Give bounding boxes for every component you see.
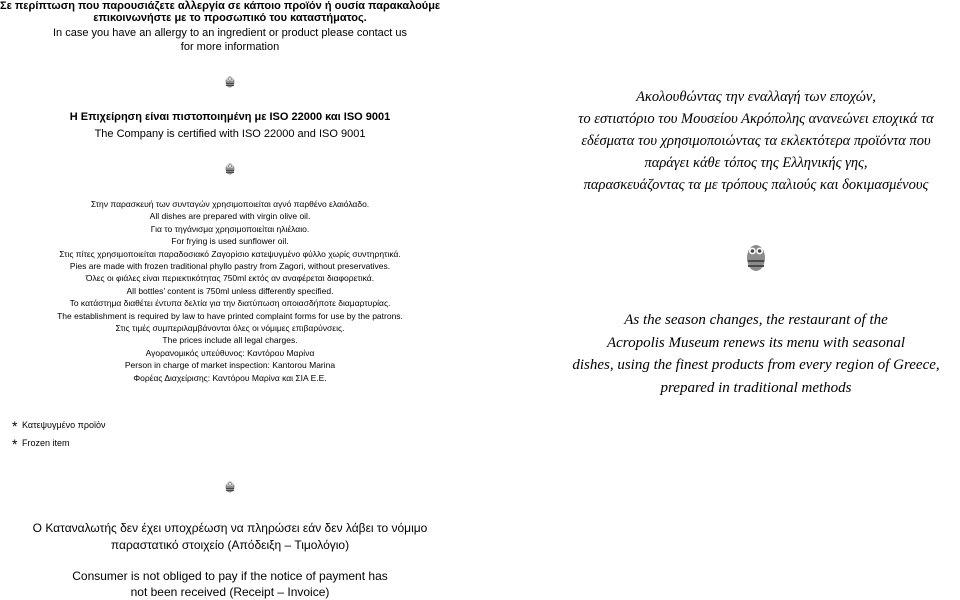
legend-greek-text: Κατεψυγμένο προϊόν [21,420,106,430]
note-line: Στις τιμές συμπεριλαμβάνονται όλες οι νόμιμες επιβαρύνσεις. [115,323,345,334]
legend-greek [12,417,106,435]
consumer-notice-english [0,568,460,600]
note-line: Για το τηγάνισμα χρησιμοποιείται ηλιέλαιο. [150,223,310,234]
season-greek-line: παράγει κάθε τόπος της Ελληνικής γης, [644,155,868,171]
preparation-notes [0,198,460,384]
note-line: The establishment is required by law to have printed complaint forms for use by the patrons. [57,310,403,321]
legend-english [12,435,106,453]
note-line: Αγορανομικός υπεύθυνος: Καντόρου Μαρίνα [145,347,315,358]
note-line: Pies are made with frozen traditional phyllo pastry from Zagori, without preservatives. [69,261,391,272]
season-greek-line: εδέσματα του χρησιμοποιώντας τα εκλεκτότερα προϊόντα που [581,133,931,149]
season-english-line: Acropolis Museum renews its menu with seasonal [606,334,906,351]
asterisk-marker: * [12,436,18,452]
owl-icon-container [0,479,460,493]
certification-greek: Η Επιχείρηση είναι πιστοποιημένη με ISO 22000 και ISO 9001 [69,111,391,123]
note-line: Person in charge of market inspection: Kantorou Marina [124,360,336,371]
consumer-english-line1: Consumer is not obliged to pay if the notice of payment has [72,569,388,583]
season-greek-line: Ακολουθώντας την εναλλαγή των εποχών, [636,89,876,105]
season-english-line: dishes, using the finest products from every region of Greece, [572,357,940,373]
note-line: Το κατάστημα διαθέτει έντυπα δελτία για την διατύπωση οποιασδήποτε διαμαρτυρίας. [69,298,391,309]
note-line: Όλες οι φιάλες είναι περιεκτικότητας 750ml εκτός αν αναφέρεται διαφορετικά. [85,273,375,284]
allergy-greek-line1: Σε περίπτωση που παρουσιάζετε αλλεργία σε κάποιο προϊόν ή ουσία παρακαλούμε [0,0,441,12]
season-english-line: prepared in traditional methods [660,379,852,396]
note-line: Στην παρασκευή των συνταγών χρησιμοποιείται αγνό παρθένο ελαιόλαδο. [90,199,370,209]
consumer-greek-line2: παραστατικό στοιχείο (Απόδειξη – Τιμολόγιο) [110,538,350,552]
asterisk-marker: * [12,418,18,434]
allergy-notice-greek [0,0,460,24]
allergy-greek-line2: επικοινωνήστε με το προσωπικό του καταστήματος. [93,12,367,24]
note-line: Φορέας Διαχείρισης: Καντόρου Μαρίνα και ΣΙΑ Ε.Ε. [133,372,327,383]
owl-icon [746,240,766,272]
season-text-greek [560,86,952,196]
consumer-greek-line1: Ο Καταναλωτής δεν έχει υποχρέωση να πληρώσει εάν δεν λάβει το νόμιμο [32,521,428,535]
note-line: All bottles’ content is 750ml unless differently specified. [126,285,334,296]
frozen-legend [12,417,106,453]
season-greek-line: το εστιατόριο του Μουσείου Ακρόπολης ανανεώνει εποχικά τα [578,111,934,127]
note-line: All dishes are prepared with virgin olive oil. [149,211,311,222]
owl-icon-container [0,74,460,88]
consumer-english-line2: not been received (Receipt – Invoice) [130,585,330,599]
season-text-english [560,309,952,399]
consumer-notice-greek [0,520,460,554]
owl-icon-container [0,161,460,175]
allergy-notice-english [0,26,460,54]
certification-english: The Company is certified with ISO 22000 and ISO 9001 [94,128,366,140]
note-line: For frying is used sunflower oil. [171,236,289,247]
owl-icon [225,74,235,88]
owl-icon [225,479,235,493]
season-english-line: As the season changes, the restaurant of the [624,312,888,328]
owl-icon-container [560,240,952,272]
legend-english-text: Frozen item [21,438,70,448]
note-line: Στις πίτες χρησιμοποιείται παραδοσιακό Ζαγορίσιο κατεψυγμένο φύλλο χωρίς συντηρητικά. [59,248,401,259]
note-line: The prices include all legal charges. [162,335,298,346]
allergy-english-line1: In case you have an allergy to an ingredient or product please contact us [52,27,408,39]
allergy-english-line2: for more information [180,41,280,53]
season-greek-line: παρασκευάζοντας τα με τρόπους παλιούς και δοκιμασμένους [583,177,929,193]
owl-icon [225,161,235,175]
